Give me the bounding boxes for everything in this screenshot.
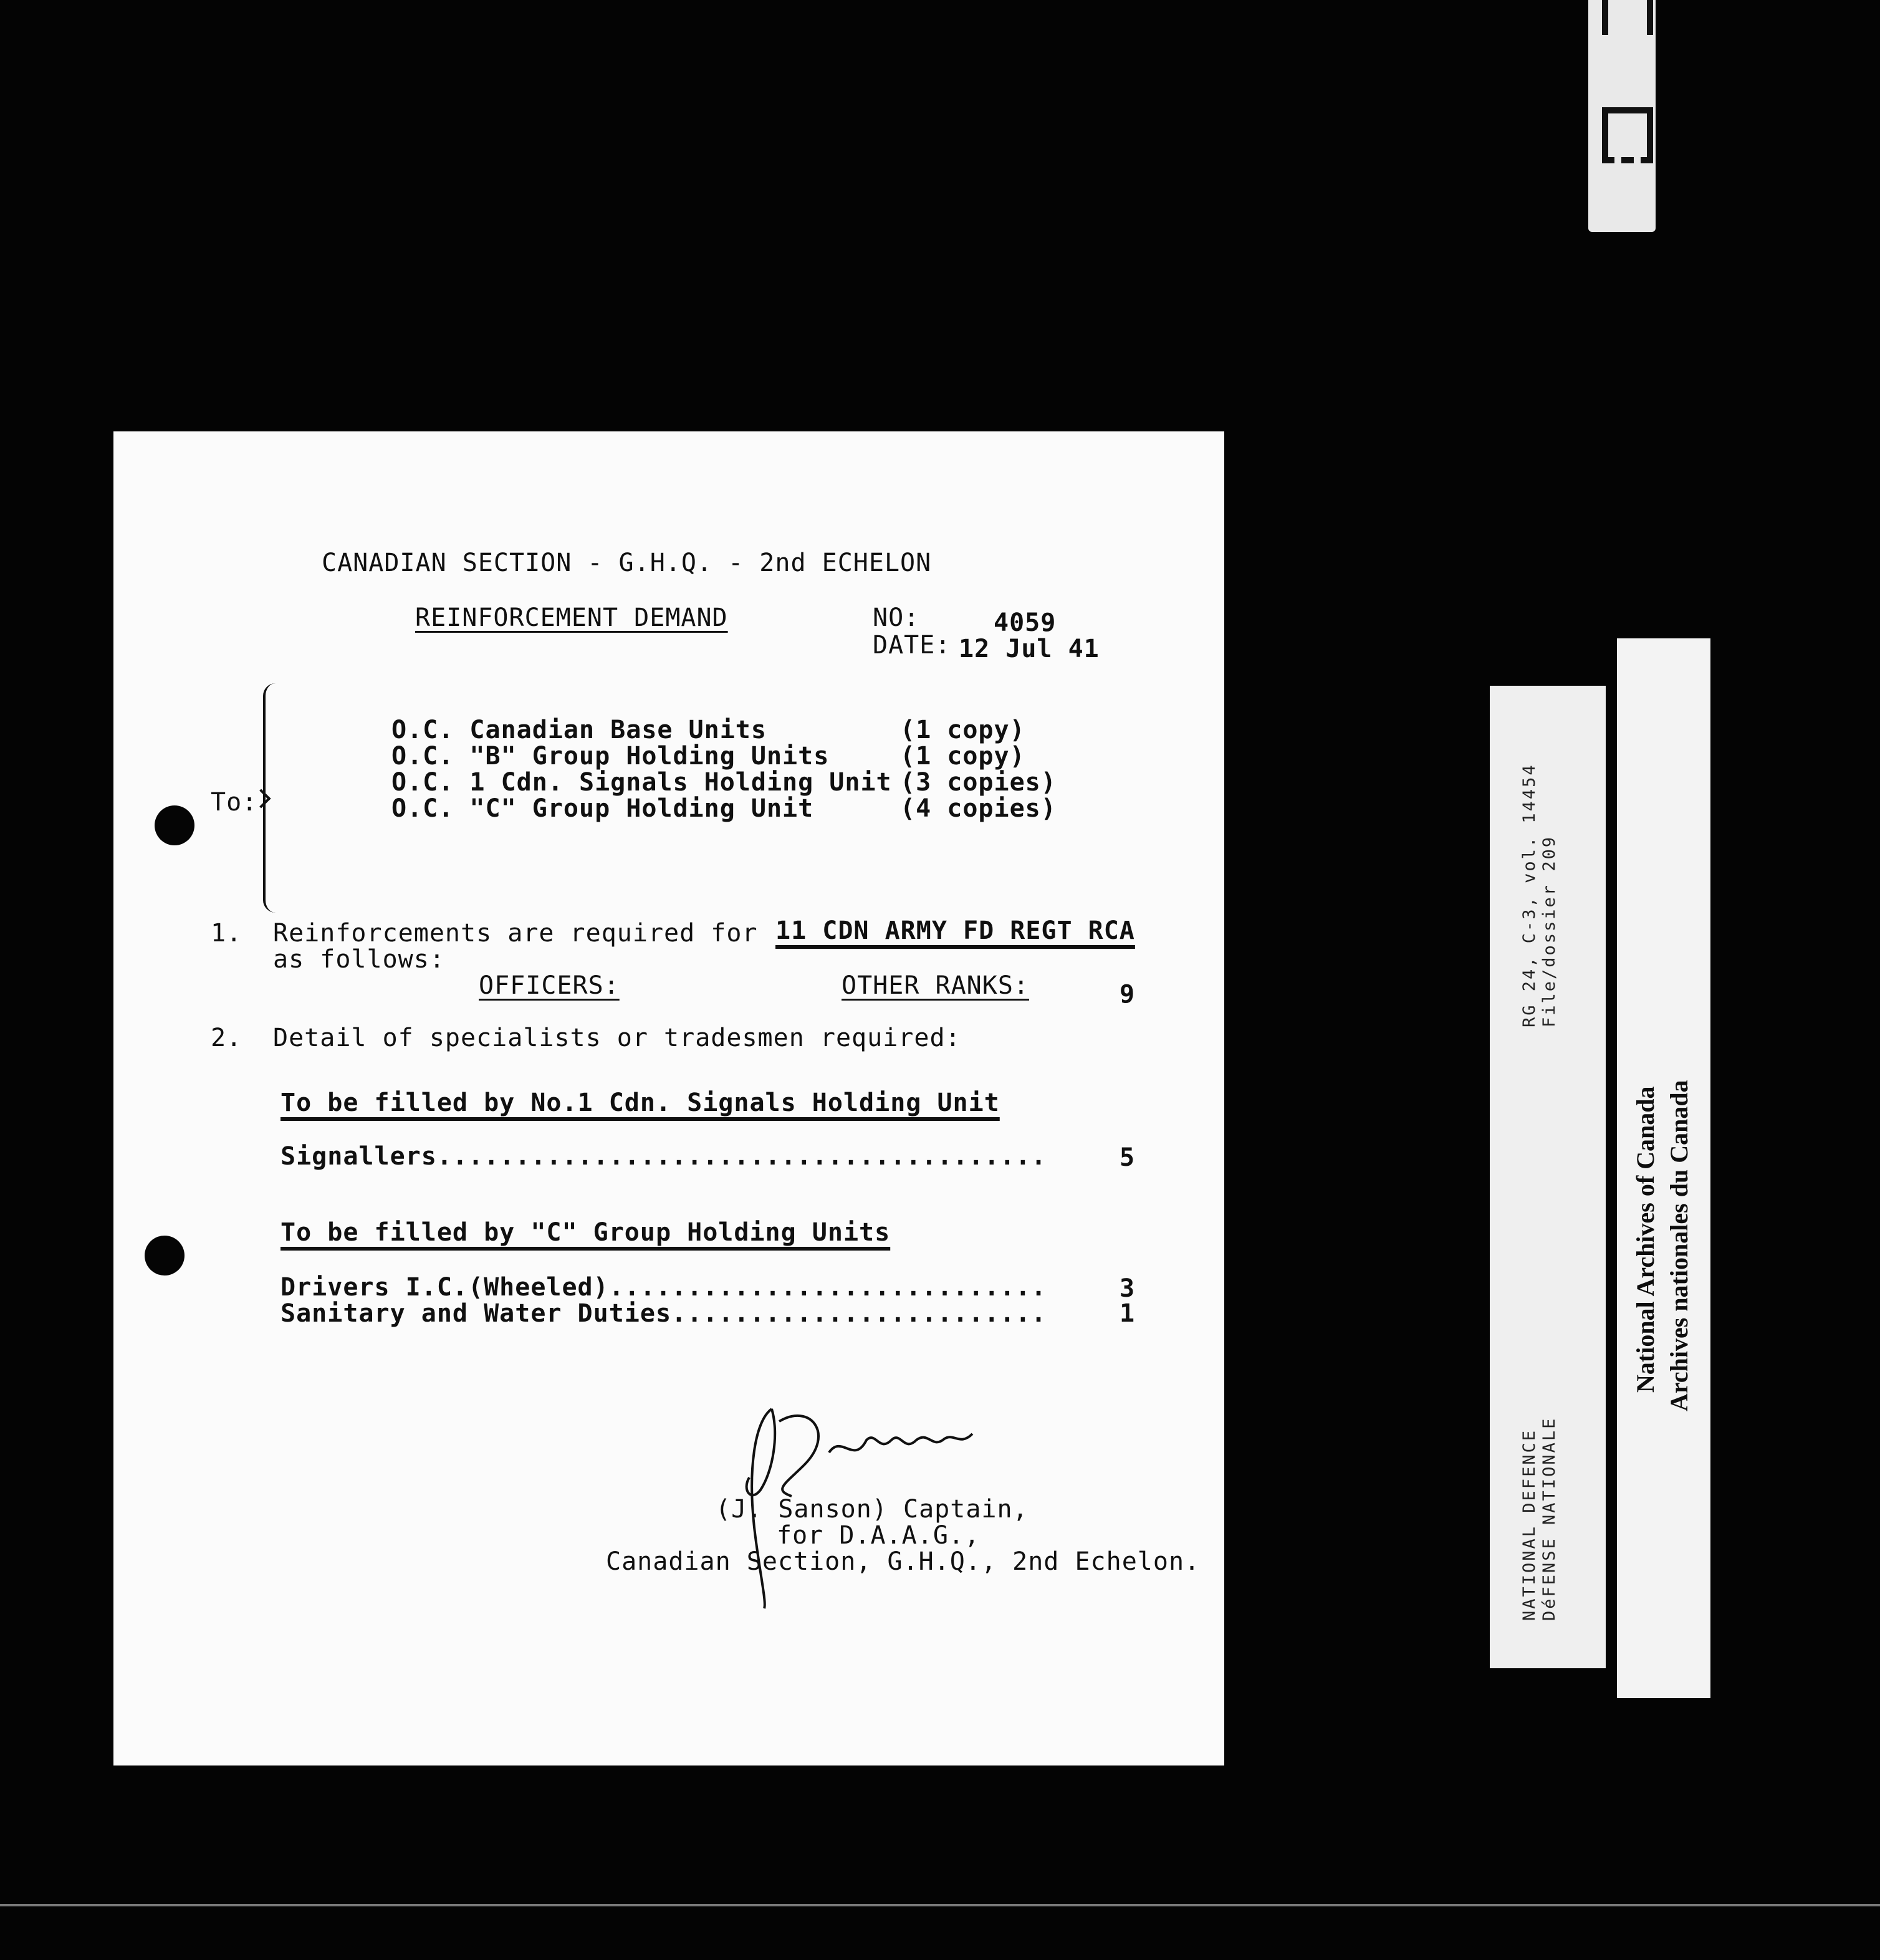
- punch-hole-bottom: [145, 1236, 185, 1275]
- archives-name-french: Archives nationales du Canada: [1665, 1080, 1693, 1411]
- form-title: REINFORCEMENT DEMAND: [415, 603, 728, 632]
- tradesman-item: Drivers I.C.(Wheeled)............................: [281, 1273, 1047, 1302]
- recipient-copies: (1 copy): [900, 742, 1025, 771]
- film-frame-line: [0, 1904, 1880, 1906]
- tradesman-qty: 5: [1120, 1143, 1136, 1172]
- department-english: NATIONAL DEFENCE: [1520, 1428, 1539, 1621]
- recipient-copies: (4 copies): [900, 794, 1057, 823]
- paragraph-2-text: Detail of specialists or tradesmen required:: [273, 1024, 961, 1052]
- archives-name-english: National Archives of Canada: [1631, 1086, 1659, 1393]
- document-page: [113, 431, 1224, 1765]
- punch-hole-top: [155, 805, 194, 845]
- other-ranks-value: 9: [1120, 980, 1136, 1009]
- frame-marker: [1588, 0, 1656, 232]
- recipient-name: O.C. "C" Group Holding Unit: [391, 794, 814, 823]
- organization-header: CANADIAN SECTION - G.H.Q. - 2nd ECHELON: [322, 549, 932, 577]
- to-label: To:: [211, 788, 258, 817]
- signatory-role: for D.A.A.G.,: [777, 1521, 981, 1550]
- archive-label-strip: [1617, 638, 1710, 1698]
- paragraph-1-text-continued: as follows:: [273, 945, 445, 974]
- section-heading: To be filled by No.1 Cdn. Signals Holding Unit: [281, 1088, 1000, 1117]
- archive-file: File/dossier 209: [1540, 835, 1559, 1027]
- recipient-name: O.C. Canadian Base Units: [391, 716, 767, 744]
- paragraph-1-text: Reinforcements are required for: [273, 919, 758, 948]
- recipient-copies: (3 copies): [900, 768, 1057, 797]
- requesting-unit: 11 CDN ARMY FD REGT RCA: [775, 916, 1135, 945]
- department-french: DéFENSE NATIONALE: [1540, 1416, 1559, 1621]
- paragraph-number: 1.: [211, 919, 242, 948]
- tradesman-item: Sanitary and Water Duties........................: [281, 1299, 1047, 1328]
- date-value: 12 Jul 41: [959, 635, 1100, 663]
- recipient-name: O.C. "B" Group Holding Units: [391, 742, 830, 771]
- tradesman-item: Signallers.......................................: [281, 1142, 1047, 1171]
- number-label: NO:: [873, 603, 920, 632]
- date-label: DATE:: [873, 631, 951, 660]
- archive-reference: RG 24, C-3, vol. 14454: [1520, 763, 1539, 1027]
- section-heading: To be filled by "C" Group Holding Units: [281, 1218, 891, 1247]
- handwritten-signature: [736, 1396, 997, 1615]
- tradesman-qty: 3: [1120, 1274, 1136, 1303]
- number-value: 4059: [994, 608, 1057, 637]
- officers-label: OFFICERS:: [479, 971, 620, 1000]
- recipient-name: O.C. 1 Cdn. Signals Holding Unit: [391, 768, 892, 797]
- paragraph-number: 2.: [211, 1024, 242, 1052]
- signatory-name: (J. Sanson) Captain,: [716, 1495, 1029, 1524]
- frame-marker-glyph-bottom: [1602, 107, 1653, 163]
- archive-reference-strip: [1490, 686, 1606, 1668]
- tradesman-qty: 1: [1120, 1299, 1136, 1328]
- other-ranks-label: OTHER RANKS:: [842, 971, 1029, 1000]
- frame-marker-glyph-top: [1602, 0, 1653, 35]
- signatory-office: Canadian Section, G.H.Q., 2nd Echelon.: [606, 1547, 1201, 1576]
- recipient-copies: (1 copy): [900, 716, 1025, 744]
